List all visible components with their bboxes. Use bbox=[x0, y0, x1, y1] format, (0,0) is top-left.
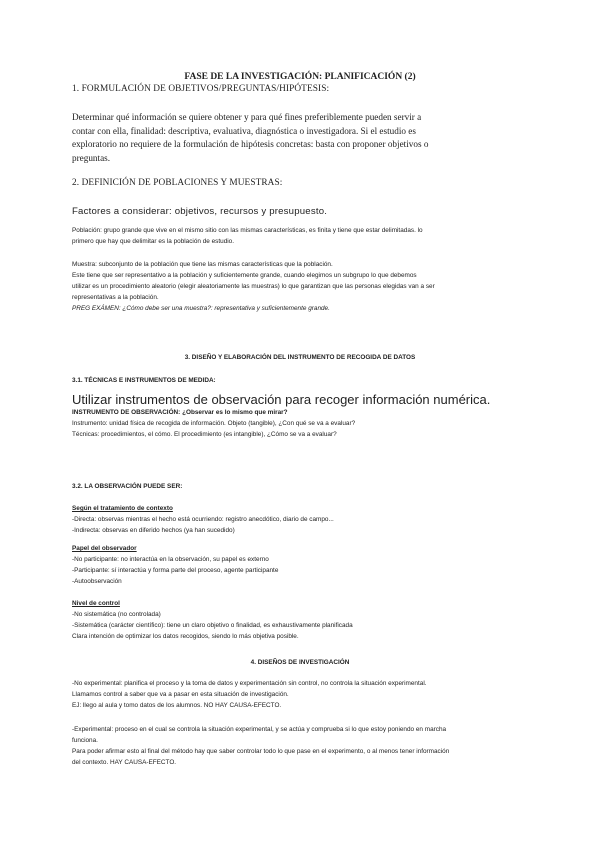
section-1-paragraph bbox=[72, 111, 532, 165]
experimental-paragraph: -Experimental: proceso en el cual se controla la situación experimental, y se actúa y comprueba si lo que estoy poniendo en marcha funciona. Para poder afirmar esto al final del método hay que saber controlar todo lo que pase en el experimento, o al menos tener información del contexto. HAY CAUSA-EFECTO. bbox=[72, 726, 450, 766]
list-item: -Autoobservación bbox=[72, 578, 122, 585]
list-item: -No sistemática (no controlada) bbox=[72, 611, 161, 618]
section-3-heading: 3. DISEÑO Y ELABORACIÓN DEL INSTRUMENTO DE RECOGIDA DE DATOS bbox=[184, 354, 416, 361]
list-item: -Indirecta: observas en diferido hechos (ya han sucedido) bbox=[72, 527, 235, 534]
group-title: Nivel de control bbox=[72, 600, 120, 607]
muestra-definition: Muestra: subconjunto de la población que tiene las mismas características que la población. Este tiene que ser representativo a la población y suficientemente grande, cuando elegimos un subgrupo lo que debemos utilizar es un procedimiento aleatorio (elegir aleatoriamente las muestras) lo que garantizan que las personas elegidas van a ser representativas a la población. bbox=[72, 261, 435, 301]
list-item: -No participante: no interactúa en la observación, su papel es externo bbox=[72, 556, 269, 563]
list-item: -Sistemática (carácter científico): tiene un claro objetivo o finalidad, es exhaustivamente planificada bbox=[72, 622, 353, 629]
section-1-heading: 1. FORMULACIÓN DE OBJETIVOS/PREGUNTAS/HIPÓTESIS: bbox=[72, 84, 330, 94]
group-title: Según el tratamiento de contexto bbox=[72, 505, 173, 512]
page-title: FASE DE LA INVESTIGACIÓN: PLANIFICACIÓN (2) bbox=[184, 72, 416, 82]
list-item: Clara intención de optimizar los datos recogidos, siendo lo más objetiva posible. bbox=[72, 633, 299, 640]
paragraph-line: Determinar qué información se quiere obtener y para qué fines preferiblemente pueden servir a bbox=[72, 112, 422, 122]
instrument-statement: Utilizar instrumentos de observación para recoger información numérica. bbox=[72, 392, 491, 407]
group-title: Papel del observador bbox=[72, 545, 137, 552]
section-4-heading: 4. DISEÑOS DE INVESTIGACIÓN bbox=[250, 659, 350, 666]
non-experimental-paragraph: -No experimental: planifica el proceso y la toma de datos y experimentación sin control, no controla la situación experimental. Llamamos control a saber que va a pasar en esta situación de investigación. EJ: llego al aula y tomo datos de los alumnos. NO HAY CAUSA-EFECTO. bbox=[72, 680, 427, 709]
exam-question: PREG EXÁMEN: ¿Cómo debe ser una muestra?: representativa y suficientemente grande. bbox=[72, 305, 330, 312]
factors-line: Factores a considerar: objetivos, recursos y presupuesto. bbox=[72, 206, 328, 217]
list-item: -Participante: sí interactúa y forma parte del proceso, agente participante bbox=[72, 567, 279, 574]
observation-group-observer bbox=[72, 543, 530, 587]
paragraph-line: exploratorio no requiere de la formulación de hipótesis concretas: basta con proponer objetivos o bbox=[72, 139, 429, 149]
poblacion-definition: Población: grupo grande que vive en el mismo sitio con las mismas características, es finita y tiene que estar delimitadas. lo primero que hay que delimitar es la población de estudio. bbox=[72, 227, 423, 245]
list-item: -Directa: observas mientras el hecho está ocurriendo: registro anecdótico, diario de campo... bbox=[72, 516, 334, 523]
section-2-heading: 2. DEFINICIÓN DE POBLACIONES Y MUESTRAS: bbox=[72, 178, 283, 188]
subsection-3-1-heading: 3.1. TÉCNICAS E INSTRUMENTOS DE MEDIDA: bbox=[72, 377, 216, 384]
instrument-definitions: INSTRUMENTO DE OBSERVACIÓN: ¿Observar es lo mismo que mirar? Instrumento: unidad física de recogida de información. Objeto (tangible), ¿Con qué se va a evaluar? Técnicas: procedimientos, el cómo. El procedimiento (es intangible), ¿Cómo se va a evaluar? bbox=[72, 409, 356, 438]
paragraph-line: contar con ella, finalidad: descriptiva, evaluativa, diagnóstica o investigadora. Si el estudio es bbox=[72, 125, 416, 136]
observation-group-control bbox=[72, 598, 530, 642]
observation-group-context bbox=[72, 503, 530, 536]
subsection-3-2-heading: 3.2. LA OBSERVACIÓN PUEDE SER: bbox=[72, 483, 183, 490]
paragraph-line: preguntas. bbox=[72, 152, 111, 163]
